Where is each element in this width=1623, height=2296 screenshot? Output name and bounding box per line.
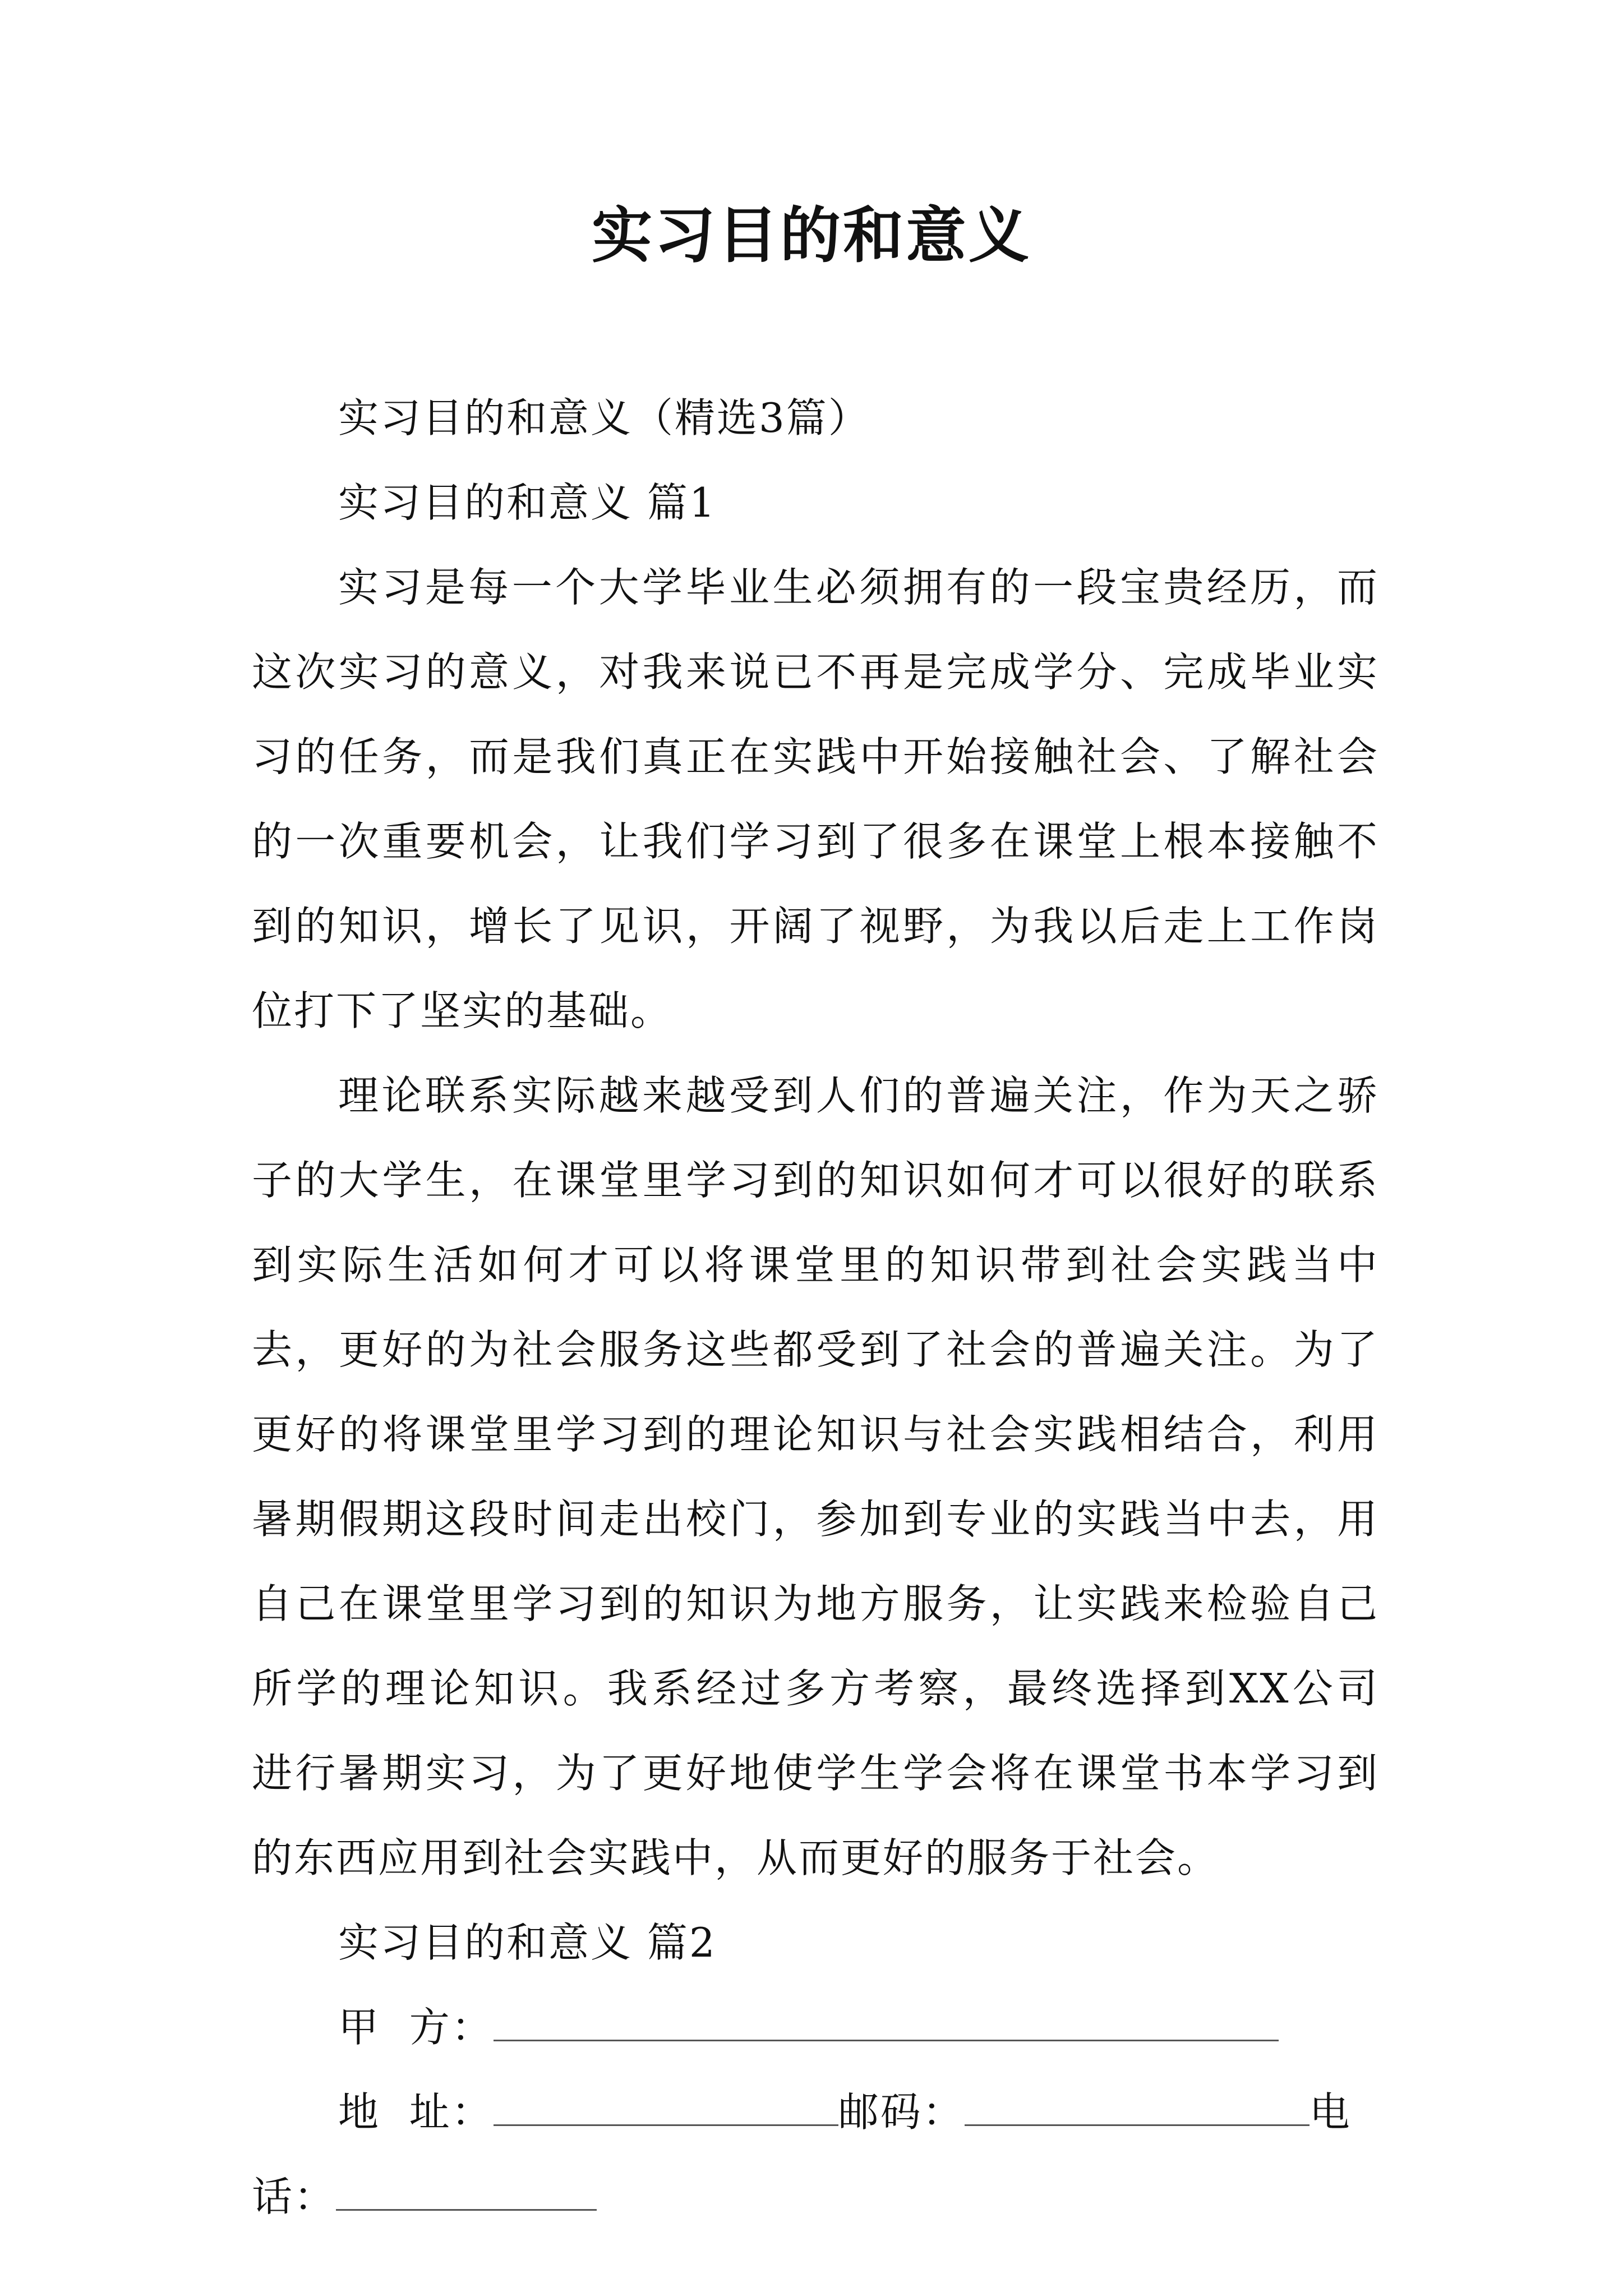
address-label: 地 址： [338,2088,494,2136]
paragraph-line: 自己在课堂里学习到的知识为地方服务，让实践来检验自己 [252,1580,1379,1627]
document-title: 实习目的和意义 [591,200,1031,271]
paragraph-line: 这次实习的意义，对我来说已不再是完成学分、完成毕业实 [252,648,1379,696]
paragraph-line: 习的任务，而是我们真正在实践中开始接触社会、了解社会 [252,733,1379,780]
phone-label-part2: 话： [252,2173,336,2220]
phone-blank [336,2177,597,2211]
party-a-blank [494,2007,1279,2041]
paragraph-line: 的东西应用到社会实践中，从而更好的服务于社会。 [252,1834,1220,1881]
paragraph-line: 理论联系实际越来越受到人们的普遍关注，作为天之骄 [338,1072,1379,1119]
paragraph-line: 到实际生活如何才可以将课堂里的知识带到社会实践当中 [252,1241,1379,1289]
phone-row [252,2155,1379,2239]
paragraph-line: 暑期假期这段时间走出校门，参加到专业的实践当中去，用 [252,1496,1379,1543]
paragraph-2 [252,1053,1379,1901]
address-row [252,2070,1379,2155]
paragraph-line: 位打下了坚实的基础。 [252,987,673,1034]
party-a-label: 甲 方： [338,2004,494,2051]
section-heading-2: 实习目的和意义 篇2 [338,1919,717,1966]
phone-label-part1: 电 [1309,2088,1352,2136]
address-blank [494,2092,838,2126]
section-heading-1: 实习目的和意义 篇1 [338,479,717,526]
paragraph-1 [252,545,1379,1053]
paragraph-line: 到的知识，增长了见识，开阔了视野，为我以后走上工作岗 [252,903,1379,950]
paragraph-line: 所学的理论知识。我系经过多方考察，最终选择到XX公司 [252,1665,1379,1712]
postcode-blank [965,2092,1310,2126]
paragraph-line: 更好的将课堂里学习到的理论知识与社会实践相结合，利用 [252,1411,1379,1458]
paragraph-line: 进行暑期实习，为了更好地使学生学会将在课堂书本学习到 [252,1750,1379,1797]
paragraph-line: 的一次重要机会，让我们学习到了很多在课堂上根本接触不 [252,818,1379,865]
document-subtitle: 实习目的和意义（精选3篇） [338,394,870,441]
paragraph-line: 实习是每一个大学毕业生必须拥有的一段宝贵经历，而 [338,564,1379,611]
document-body [252,376,1379,2239]
postcode-label: 邮码： [838,2088,965,2136]
paragraph-line: 子的大学生，在课堂里学习到的知识如何才可以很好的联系 [252,1157,1379,1204]
paragraph-line: 去，更好的为社会服务这些都受到了社会的普遍关注。为了 [252,1326,1379,1373]
party-a-row [252,1985,1379,2070]
